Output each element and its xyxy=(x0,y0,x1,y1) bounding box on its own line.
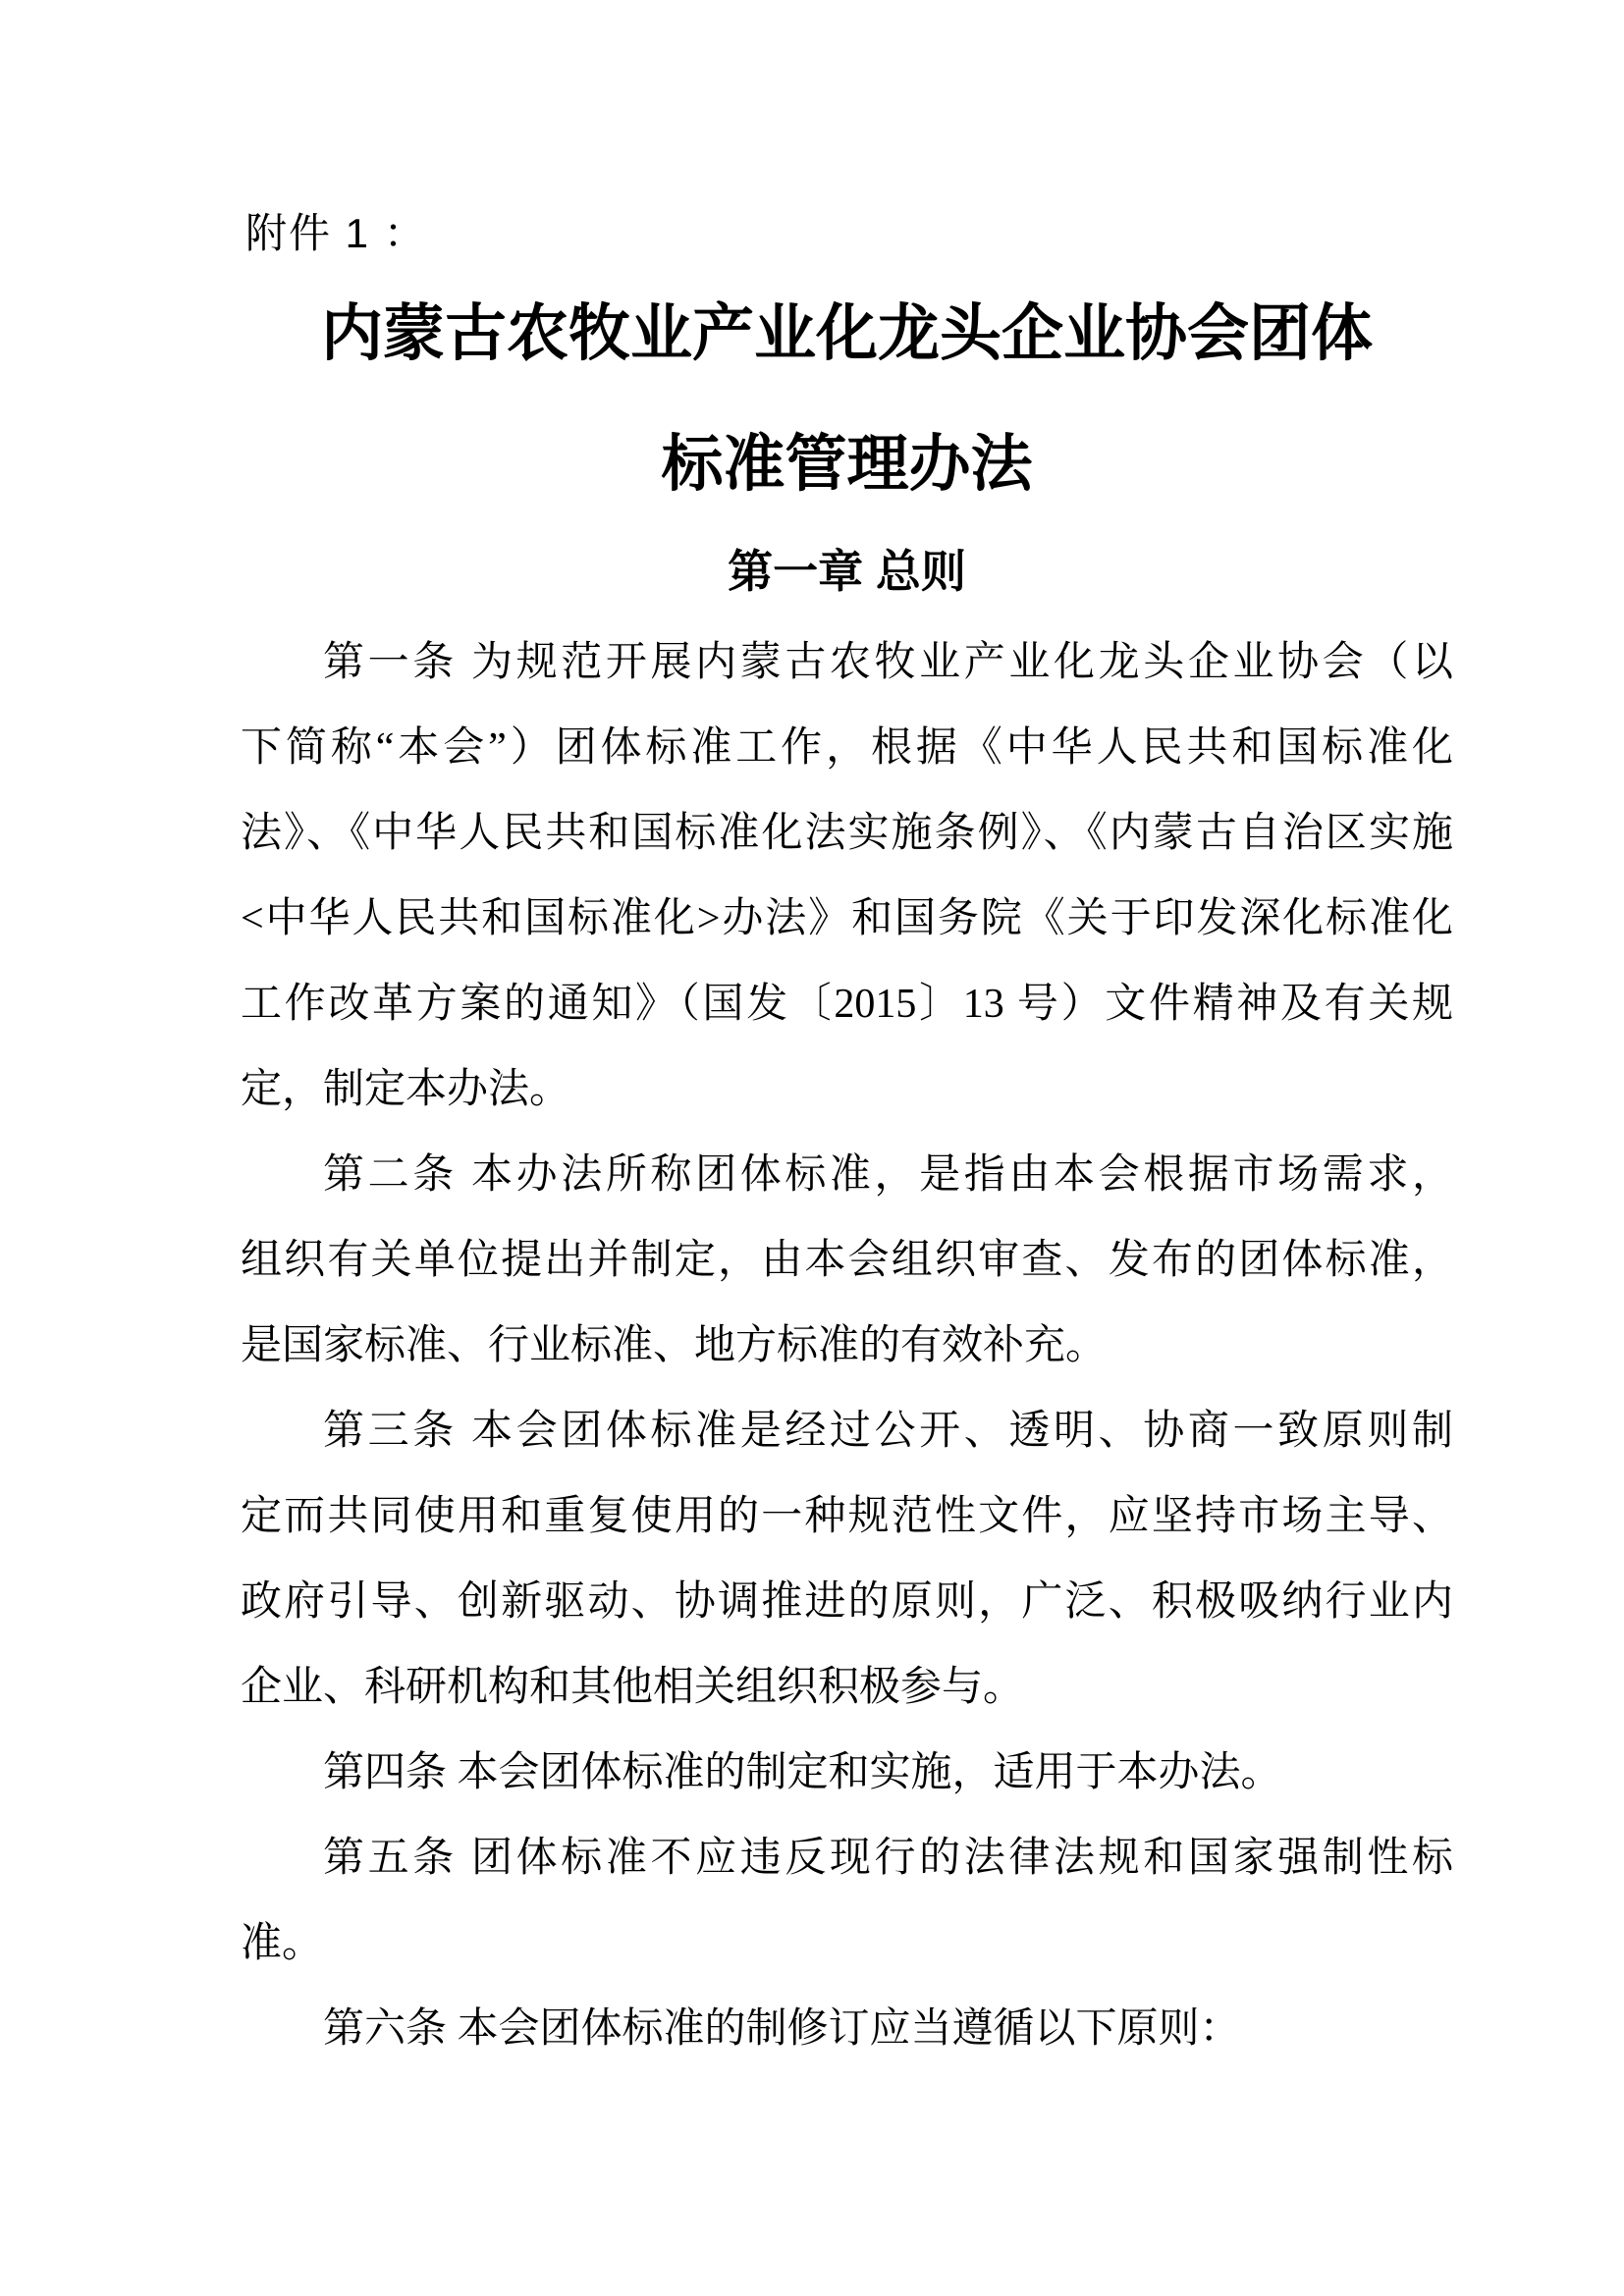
text-line: 政府引导、创新驱动、协调推进的原则，广泛、积极吸纳行业内 xyxy=(241,1579,1453,1625)
text-line: 下简称“本会”）团体标准工作，根据《中华人民共和国标准化 xyxy=(241,725,1453,771)
title-line-2: 标准管理办法 xyxy=(661,430,1033,499)
text-line: 第三条 本会团体标准是经过公开、透明、协商一致原则制 xyxy=(323,1409,1453,1454)
document-title xyxy=(241,269,1453,530)
attachment-label: 附件 1 ： xyxy=(245,210,427,256)
text-line: 第五条 团体标准不应违反现行的法律法规和国家强制性标 xyxy=(323,1836,1453,1881)
text-line: 是国家标准、行业标准、地方标准的有效补充。 xyxy=(241,1323,1108,1368)
text-line: 组织有关单位提出并制定，由本会组织审查、发布的团体标准， xyxy=(241,1238,1453,1283)
body-text xyxy=(241,620,1453,2072)
text-line: <中华人民共和国标准化>办法》和国务院《关于印发深化标准化 xyxy=(241,896,1453,941)
text-line: 第二条 本办法所称团体标准，是指由本会根据市场需求， xyxy=(323,1152,1453,1198)
text-line: 定而共同使用和重复使用的一种规范性文件，应坚持市场主导、 xyxy=(241,1494,1453,1539)
title-line-1: 内蒙古农牧业产业化龙头企业协会团体 xyxy=(321,299,1373,368)
text-line: 工作改革方案的通知》（国发〔2015〕13 号）文件精神及有关规 xyxy=(241,982,1453,1027)
chapter-heading: 第一章 总则 xyxy=(728,546,966,597)
text-line: 第四条 本会团体标准的制定和实施，适用于本办法。 xyxy=(323,1750,1282,1795)
text-line: 企业、科研机构和其他相关组织积极参与。 xyxy=(241,1665,1025,1710)
text-line: 第一条 为规范开展内蒙古农牧业产业化龙头企业协会（以 xyxy=(323,640,1453,685)
text-line: 法》、《中华人民共和国标准化法实施条例》、《内蒙古自治区实施 xyxy=(241,811,1453,856)
text-line: 准。 xyxy=(241,1921,324,1966)
text-line: 第六条 本会团体标准的制修订应当遵循以下原则： xyxy=(323,2006,1241,2052)
text-line: 定，制定本办法。 xyxy=(241,1067,571,1112)
